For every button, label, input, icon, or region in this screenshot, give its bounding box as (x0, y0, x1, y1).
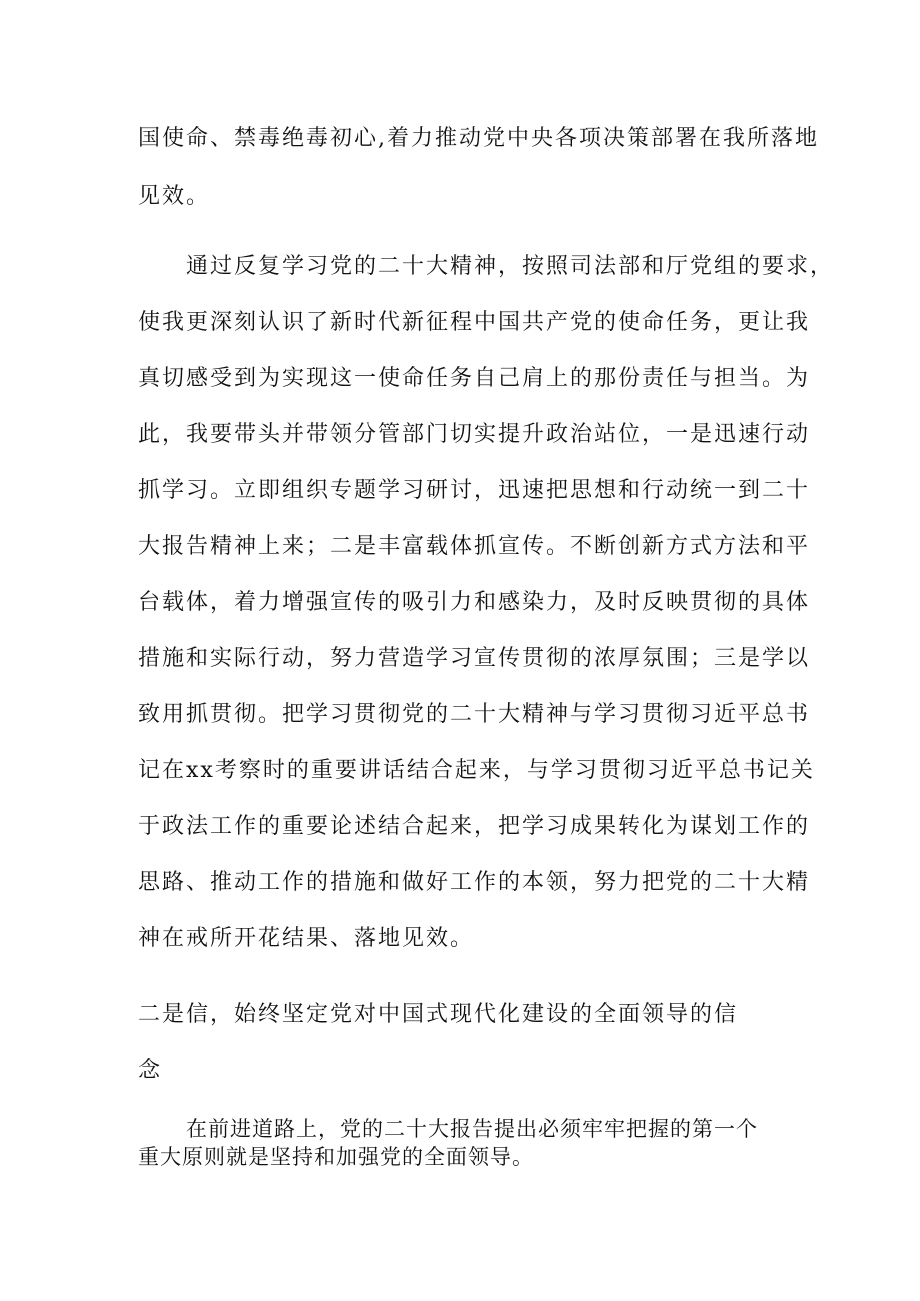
section-heading-line-2: 念 (138, 1058, 163, 1083)
paragraph-2-line-12: 思路、推动工作的措施和做好工作的本领，努力把党的二十大精 (138, 870, 811, 895)
paragraph-2-line-7: 台载体，着力增强宣传的吸引力和感染力，及时反映贯彻的具体 (138, 590, 811, 615)
paragraph-1-line-2: 见效。 (138, 184, 211, 209)
section-heading-line-1: 二是信，始终坚定党对中国式现代化建设的全面领导的信 (138, 1002, 739, 1027)
paragraph-2-line-1: 通过反复学习党的二十大精神，按照司法部和厅党组的要求， (186, 254, 835, 279)
paragraph-2-line-9: 致用抓贯彻。把学习贯彻党的二十大精神与学习贯彻习近平总书 (138, 702, 811, 727)
paragraph-2-line-6: 大报告精神上来；二是丰富载体抓宣传。不断创新方式方法和平 (138, 534, 811, 559)
paragraph-2-line-2: 使我更深刻认识了新时代新征程中国共产党的使命任务，更让我 (138, 310, 811, 335)
paragraph-2-line-11: 于政法工作的重要论述结合起来，把学习成果转化为谋划工作的 (138, 814, 811, 839)
paragraph-2-line-8: 措施和实际行动，努力营造学习宣传贯彻的浓厚氛围；三是学以 (138, 646, 811, 671)
paragraph-2-line-3: 真切感受到为实现这一使命任务自己肩上的那份责任与担当。为 (138, 366, 811, 391)
paragraph-3-line-2: 重大原则就是坚持和加强党的全面领导。 (138, 1145, 534, 1169)
paragraph-1-line-1: 国使命、禁毒绝毒初心,着力推动党中央各项决策部署在我所落地 (138, 126, 819, 151)
paragraph-2-line-10: 记在xx考察时的重要讲话结合起来，与学习贯彻习近平总书记关 (138, 758, 815, 783)
paragraph-3-line-1: 在前进道路上，党的二十大报告提出必须牢牢把握的第一个 (186, 1117, 758, 1141)
paragraph-2-line-13: 神在戒所开花结果、落地见效。 (138, 926, 475, 951)
paragraph-2-line-4: 此，我要带头并带领分管部门切实提升政治站位，一是迅速行动 (138, 422, 811, 447)
paragraph-2-line-5: 抓学习。立即组织专题学习研讨，迅速把思想和行动统一到二十 (138, 478, 811, 503)
